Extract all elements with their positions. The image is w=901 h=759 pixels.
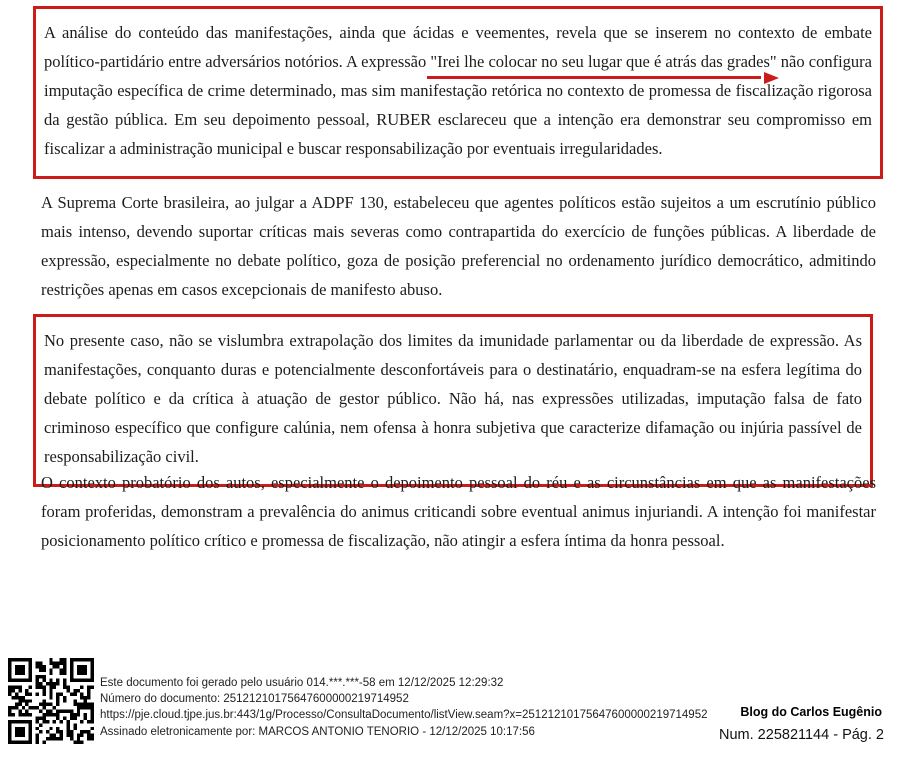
underlined-quote: "Irei lhe colocar no seu lugar que é atrás das grades" xyxy=(430,52,777,71)
paragraph-1 xyxy=(44,18,872,163)
paragraph-1-after-quote: não configura imputação específica de crime determinado, mas sim manifestação retórica no contexto de promessa de fiscalização rigorosa da gestão pública. Em seu depoimento pessoal, RUBER esclareceu que a intenção era demonstrar seu compromisso em fiscalizar a administração municipal e buscar responsabilização por eventuais irregularidades. xyxy=(44,52,872,158)
paragraph-1-before-quote: A análise do conteúdo das manifestações, ainda que ácidas e veementes, revela que se inserem no contexto de embate político-partidário entre adversários notórios. A expressão xyxy=(44,23,872,71)
blog-credit: Blog do Carlos Eugênio xyxy=(740,705,882,719)
page-number-label: Num. 225821144 - Pág. 2 xyxy=(719,727,884,743)
qr-code xyxy=(8,658,94,744)
paragraph-3: No presente caso, não se vislumbra extrapolação dos limites da imunidade parlamentar ou da liberdade de expressão. As manifestações, conquanto duras e potencialmente desconfortáveis para o destinatário, enquadram-se na esfera legítima do debate político e da crítica à atuação de gestor público. Não há, nas expressões utilizadas, imputação falsa de fato criminoso específico que configure calúnia, nem ofensa à honra subjetiva que caracterize difamação ou injúria passível de responsabilização civil. xyxy=(44,331,862,466)
paragraph-2: A Suprema Corte brasileira, ao julgar a ADPF 130, estabeleceu que agentes políticos estão sujeitos a um escrutínio público mais intenso, devendo suportar críticas mais severas como contrapartida do exercício de funções públicas. A liberdade de expressão, especialmente no debate político, goza de posição preferencial no ordenamento jurídico democrático, admitindo restrições apenas em casos excepcionais de manifesto abuso. xyxy=(41,193,876,299)
generated-by-line: Este documento foi gerado pelo usuário 014.***.***-58 em 12/12/2025 12:29:32 xyxy=(100,677,504,689)
document-url-line: https://pje.cloud.tjpe.jus.br:443/1g/Processo/ConsultaDocumento/listView.seam?x=25121210175647600000219714952 xyxy=(100,709,708,722)
paragraph-4: O contexto probatório dos autos, especialmente o depoimento pessoal do réu e as circunstâncias em que as manifestações foram proferidas, demonstram a prevalência do animus criticandi sobre eventual animus injuriandi. A intenção foi manifestar posicionamento político crítico e promessa de fiscalização, não atingir a esfera íntima da honra pessoal. xyxy=(41,473,876,550)
highlight-box-paragraph1 xyxy=(33,6,883,179)
document-number-line: Número do documento: 25121210175647600000219714952 xyxy=(100,693,409,706)
document-metadata xyxy=(100,675,720,740)
highlight-box-paragraph3 xyxy=(33,314,873,487)
signature-line: Assinado eletronicamente por: MARCOS ANTONIO TENORIO - 12/12/2025 10:17:56 xyxy=(100,725,535,738)
